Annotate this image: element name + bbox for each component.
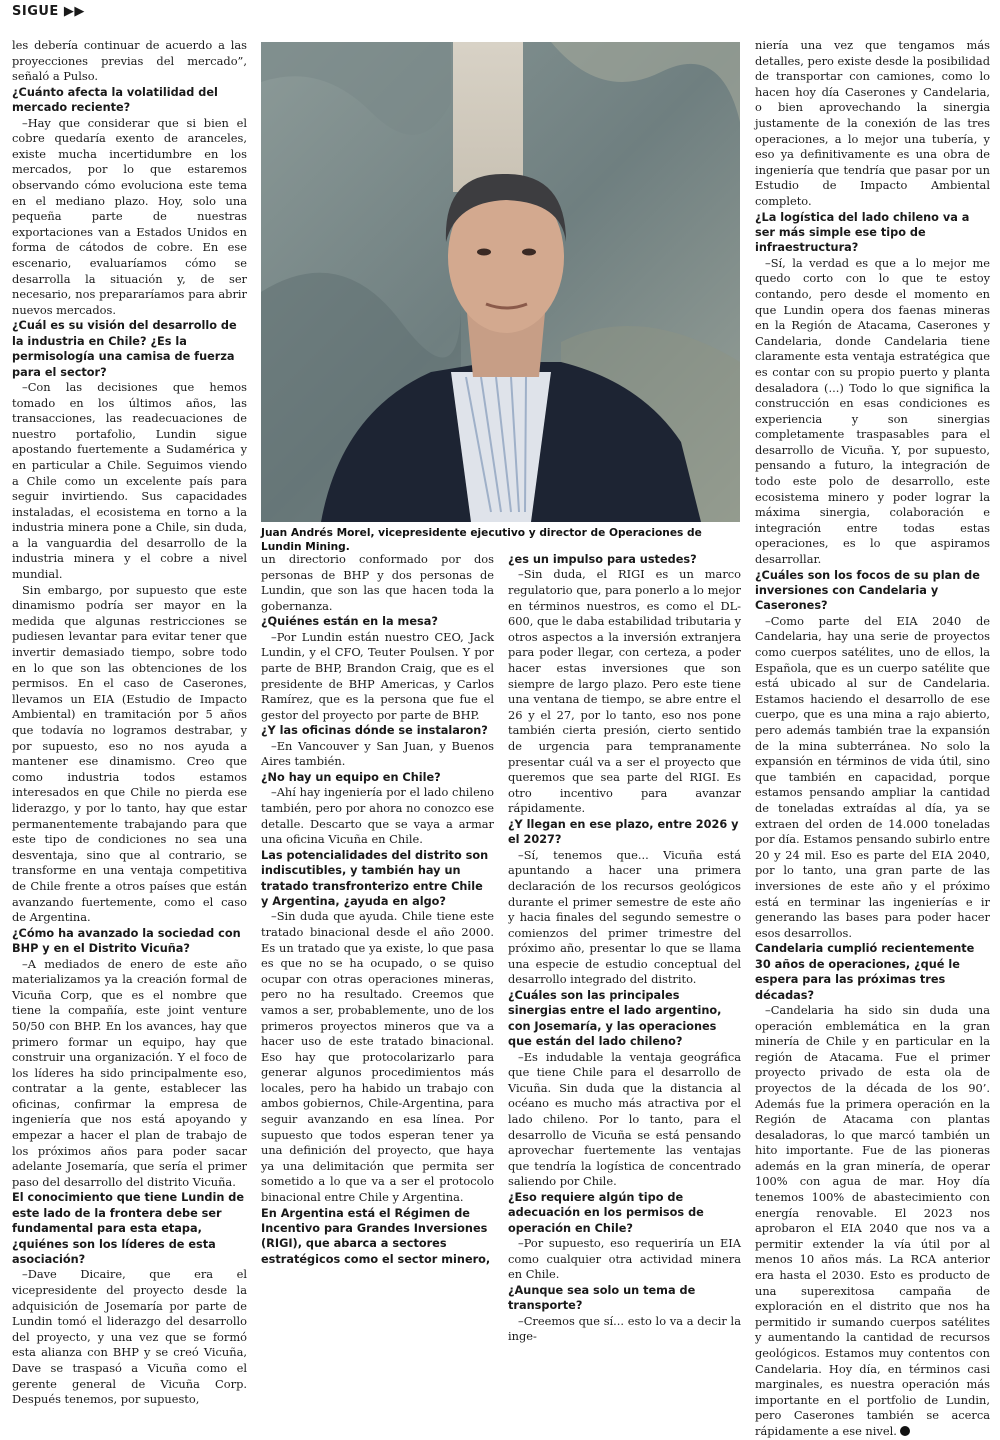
question-heading: ¿Cuáles son los focos de su plan de inversiones con Candelaria y Caserones?	[755, 568, 980, 613]
answer-paragraph: –Sin duda que ayuda. Chile tiene este tratado binacional desde el año 2000. Es un tratado que ya existe, lo que pasa es que no se ha ocupado, o se quiso ocupar con otras operaciones mineras, pero no ha resultado. Creemos que vamos a ser, probablemente, uno de los primeros proyectos mineros que va a hacer uso de este tratado binacional. Eso hay que protocolarizarlo para generar algunos procedimientos más locales, pero ha habido un trabajo con ambos gobiernos, Chile-Argentina, para seguir avanzando en esa línea. Por supuesto que todos esperan tener ya una definición del proyecto, que haya ya una delimitación que permita ser sometido a lo que va a ser el protocolo binacional entre Chile y Argentina.	[261, 909, 494, 1205]
answer-paragraph: –Dave Dicaire, que era el vicepresidente del proyecto desde la adquisición de Josemaría por parte de Lundin tomó el liderazgo del desarrollo del proyecto, y una vez que se formó esta alianza con BHP y se creó Vicuña, Dave se traspasó a Vicuña como el gerente general de Vicuña Corp. Después tenemos, por supuesto,	[12, 1267, 247, 1407]
answer-paragraph: Sin embargo, por supuesto que este dinamismo podría ser mayor en la medida que algunas restricciones se pudiesen levantar para evitar tener que invertir demasiado tiempo, sobre todo en lo que son las obtenciones de los permisos. En el caso de Caserones, llevamos un EIA (Estudio de Impacto Ambiental) en tramitación por 5 años que todavía no logramos destrabar, y por supuesto, eso no nos ayuda a mantener ese dinamismo. Creo que como industria todos estamos interesados en que Chile no pierda ese liderazgo, y por lo tanto, hay que estar permanentemente trabajando para que este tipo de condiciones no sea una desventaja, sino que al contrario, se transforme en una ventaja competitiva de Chile frente a otros países que están avanzando fuertemente, como el caso de Argentina.	[12, 582, 247, 925]
portrait-photo	[261, 42, 740, 522]
answer-paragraph: –Por supuesto, eso requeriría un EIA como cualquier otra actividad minera en Chile.	[508, 1236, 741, 1282]
question-heading: En Argentina está el Régimen de Incentivo para Grandes Inversiones (RIGI), que abarca a sectores estratégicos como el sector minero,	[261, 1206, 491, 1266]
end-of-article-icon	[900, 1426, 910, 1436]
answer-paragraph: –Sí, la verdad es que a lo mejor me quedo corto con lo que te estoy contando, pero desde el momento en que Lundin opera dos faenas mineras en la Región de Atacama, Caserones y Candelaria, donde Candelaria tiene claramente esta ventaja estratégica que es contar con su propio puerto y planta desaladora (...) Todo lo que significa la construcción en esas condiciones es experiencia y son sinergias completamente traspasables para el desarrollo de Vicuña. Y, por supuesto, pensando a futuro, la integración de todo este polo de desarrollo, este ecosistema minero y poder lograr la máxima sinergia, colaboración e integración entre todas estas operaciones, es lo que aspiramos desarrollar.	[755, 255, 990, 567]
answer-paragraph: –Sí, tenemos que... Vicuña está apuntando a hacer una primera declaración de los recursos geológicos durante el primer semestre de este año y hacia finales del segundo semestre o comienzos del primer trimestre del próximo año, presentar lo que se llama una especie de estudio conceptual del desarrollo integrado del distrito.	[508, 847, 741, 987]
question-heading: ¿Cuál es su visión del desarrollo de la industria en Chile? ¿Es la permisología una camisa de fuerza para el sector?	[12, 319, 237, 379]
answer-paragraph: –Es indudable la ventaja geográfica que tiene Chile para el desarrollo de Vicuña. Sin duda que la distancia al océano es mucho más atractiva por el lado chileno. Por lo tanto, para el desarrollo de Vicuña se está pensando aprovechar fuertemente las ventajas que tendría la logística de concentrado saliendo por Chile.	[508, 1049, 741, 1189]
question-heading: ¿Y llegan en ese plazo, entre 2026 y el 2027?	[508, 817, 739, 847]
column-3	[508, 552, 741, 1344]
question-heading: ¿Aunque sea solo un tema de transporte?	[508, 1284, 696, 1313]
answer-paragraph: les debería continuar de acuerdo a las proyecciones previas del mercado”, señaló a Pulso.	[12, 38, 247, 84]
column-1	[12, 38, 247, 1407]
answer-paragraph: –Creemos que sí... esto lo va a decir la inge-	[508, 1313, 741, 1344]
answer-paragraph: –Candelaria ha sido sin duda una operación emblemática en la gran minería de Chile y en particular en la región de Atacama. Fue el primer proyecto privado de esta ola de proyectos de la década de los 90’. Además fue la primera operación en la Región de Atacama con plantas desaladoras, lo que marcó también un hito importante. Fue de las pioneras además en la gran minería, de operar 100% con agua de mar. Hoy día tenemos 100% de abastecimiento con energía renovable. El 2023 nos aprobaron el EIA 2040 que nos va a permitir extender la vía útil por al menos 10 años más. La RCA anterior era hasta el 2030. Esto es producto de una superexitosa campaña de exploración en el distrito que nos ha permitido ir sumando cuerpos satélites y aumentando la cantidad de recursos geológicos. Estamos muy contentos con Candelaria. Hoy día, en términos casi marginales, es nuestra operación más importante en el portfolio de Lundin, pero Caserones también se acerca rápidamente a ese nivel.	[755, 1002, 990, 1438]
answer-paragraph: un directorio conformado por dos personas de BHP y dos personas de Lundin, que son las que hacen toda la gobernanza.	[261, 552, 494, 613]
question-heading: ¿es un impulso para ustedes?	[508, 553, 697, 566]
question-heading: Candelaria cumplió recientemente 30 años de operaciones, ¿qué le espera para las próximas tres décadas?	[755, 942, 975, 1002]
question-heading: ¿La logística del lado chileno va a ser más simple ese tipo de infraestructura?	[755, 210, 970, 255]
answer-paragraph: niería una vez que tengamos más detalles, pero existe desde la posibilidad de transportar con camiones, como lo hacen hoy día Caserones y Candelaria, o bien aprovechando la sinergia justamente de la conexión de las tres operaciones, a lo mejor una tubería, y eso ya definitivamente es una obra de ingeniería que tendría que pasar por un Estudio de Impacto Ambiental completo.	[755, 38, 990, 208]
question-heading: ¿Cuánto afecta la volatilidad del mercado reciente?	[12, 85, 218, 115]
answer-paragraph: –Sin duda, el RIGI es un marco regulatorio que, para ponerlo a lo mejor en términos nuestros, es como el DL-600, que le daba estabilidad tributaria y otros aspectos a la inversión extranjera para poder llegar, con certeza, a poder hacer estas inversiones que son siempre de largo plazo. Pero este tiene una ventana de tiempo, se abre entre el 26 y el 27, por lo tanto, eso nos pone también cierta presión, cierto sentido de urgencia para tempranamente presentar cuál va a ser el proyecto que queremos que sea parte del RIGI. Es otro incentivo para avanzar rápidamente.	[508, 567, 741, 816]
question-heading: ¿Cómo ha avanzado la sociedad con BHP y en el Distrito Vicuña?	[12, 926, 241, 956]
answer-paragraph: –En Vancouver y San Juan, y Buenos Aires también.	[261, 738, 494, 769]
answer-paragraph: –Hay que considerar que si bien el cobre quedaría exento de aranceles, existe mucha incertidumbre en los mercados, por lo que estaremos observando cómo evoluciona este tema en el mediano plazo. Hoy, solo una pequeña parte de nuestras exportaciones van a Estados Unidos en forma de cátodos de cobre. En ese escenario, evaluaríamos cómo se desarrolla la situación y, de ser necesario, nos prepararíamos para abrir nuevos mercados.	[12, 115, 247, 317]
question-heading: ¿Y las oficinas dónde se instalaron?	[261, 724, 488, 738]
question-heading: ¿Cuáles son las principales sinergias entre el lado argentino, con Josemaría, y las operaciones que están del lado chileno?	[508, 989, 722, 1049]
question-heading: El conocimiento que tiene Lundin de este lado de la frontera debe ser fundamental para esta etapa, ¿quiénes son los líderes de esta asociación?	[12, 1191, 245, 1267]
column-2	[261, 552, 494, 1266]
answer-paragraph: –Ahí hay ingeniería por el lado chileno también, pero por ahora no conozco ese detalle. Descarto que se vaya a armar una oficina Vicuña en Chile.	[261, 785, 494, 847]
question-heading: ¿No hay un equipo en Chile?	[261, 770, 441, 784]
answer-paragraph: –Con las decisiones que hemos tomado en los últimos años, las transacciones, las readecuaciones de nuestro portafolio, Lundin sigue apostando fuertemente a Sudamérica y en particular a Chile. Seguimos viendo a Chile como un excelente país para seguir invirtiendo. Sus capacidades instaladas, el ecosistema en torno a la industria minera pone a Chile, sin duda, a la vanguardia del desarrollo de la industria minera y el cobre a nivel mundial.	[12, 379, 247, 582]
portrait-illustration	[261, 42, 740, 522]
answer-paragraph: –Por Lundin están nuestro CEO, Jack Lundin, y el CFO, Teuter Poulsen. Y por parte de BHP, Brandon Craig, que es el presidente de BHP Americas, y Carlos Ramírez, que es la persona que fue el gestor del proyecto por parte de BHP.	[261, 629, 494, 722]
question-heading: ¿Quiénes están en la mesa?	[261, 615, 438, 629]
photo-caption: Juan Andrés Morel, vicepresidente ejecutivo y director de Operaciones de Lundin Mining.	[261, 527, 702, 553]
question-heading: ¿Eso requiere algún tipo de adecuación en los permisos de operación en Chile?	[508, 1191, 704, 1235]
answer-paragraph: –Como parte del EIA 2040 de Candelaria, hay una serie de proyectos como cuerpos satélites, uno de ellos, la Española, que es un cuerpo satélite que está ubicado al sur de Candelaria. Estamos haciendo el desarrollo de ese cuerpo, que es una mina a rajo abierto, pero además también trae la expansión de la mina subterránea. No solo la expansión en términos de vida útil, sino que también en capacidad, porque estamos pensando ampliar la cantidad de toneladas extraídas al día, ya se extraen del orden de 14.000 toneladas por día. Estamos pensando subirlo entre 20 y 24 mil. Eso es parte del EIA 2040, por lo tanto, una gran parte de las inversiones de este año y el próximo está en terminar las ingenierías e ir generando las bases para poder hacer esos desarrollos.	[755, 613, 990, 940]
answer-paragraph: –A mediados de enero de este año materializamos ya la creación formal de Vicuña Corp, que es el nombre que tiene la compañía, este joint venture 50/50 con BHP. En los avances, hay que primero formar un equipo, hay que construir una organización. Y el foco de los líderes ha sido principalmente eso, contratar a la gente, establecer las oficinas, confirmar la empresa de ingeniería que nos está apoyando y empezar a hacer el plan de trabajo de los próximos años para poder sacar adelante Josemaría, que sería el primer paso del desarrollo del distrito Vicuña.	[12, 956, 247, 1189]
question-heading: Las potencialidades del distrito son indiscutibles, y también hay un tratado transfronterizo entre Chile y Argentina, ¿ayuda en algo?	[261, 848, 489, 908]
column-4	[755, 38, 990, 1438]
sigue-header: SIGUE ▶▶	[12, 4, 85, 19]
